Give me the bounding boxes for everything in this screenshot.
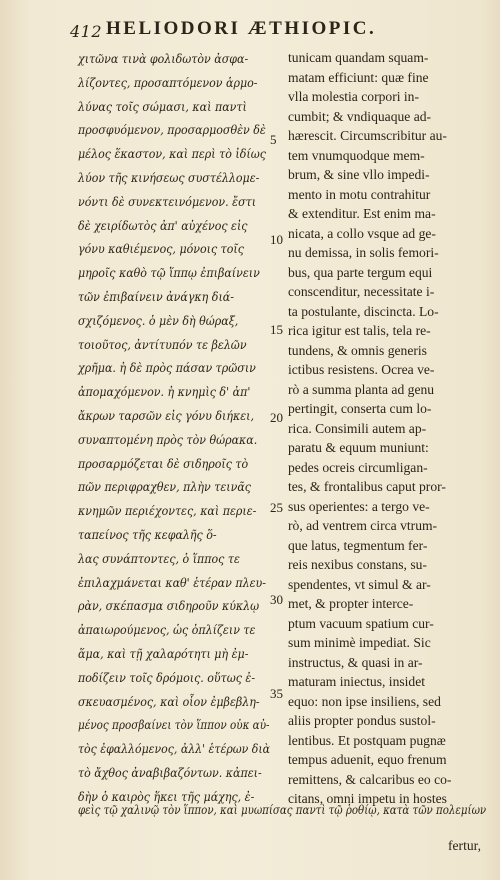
latin-text-line: rò, ad ventrem circa vtrum- (288, 518, 438, 533)
greek-text-line: μένος προσβαίνει τὸν ἵππον οὐκ αὐ- (78, 718, 270, 733)
latin-text-line: pertingit, conserta cum lo- (288, 401, 432, 416)
latin-text-line: hærescit. Circumscribitur au- (288, 128, 447, 143)
greek-text-line: ἅμα, καὶ τῇ χαλαρότητι μὴ ἐμ- (78, 646, 249, 661)
greek-text-line: προσφυόμενον, προσαρμοσθὲν δὲ (78, 123, 266, 138)
latin-text-line: maturam iniectus, insidet (288, 674, 426, 689)
latin-text-line: met, & propter interce- (288, 596, 414, 611)
greek-text-line: λύνας τοῖς σώμασι, καὶ παντὶ (78, 99, 247, 114)
latin-text-line: matam efficiunt: quæ fine (288, 69, 429, 85)
greek-text-line: λίζοντες, προσαπτόμενον ἁρμο- (78, 75, 258, 90)
greek-text-column (78, 48, 290, 810)
latin-text-line: remittens, & calcaribus eo co- (288, 771, 452, 787)
line-number: 30 (270, 592, 283, 607)
latin-text-line: rica igitur est talis, tela re- (288, 323, 431, 338)
latin-text-column (288, 48, 488, 809)
latin-text-line: paratu & equum muniunt: (288, 440, 429, 455)
line-number: 20 (270, 410, 283, 425)
greek-text-line: ἐπιλαχμάνεται καθ' ἑτέραν πλευ- (78, 575, 266, 590)
greek-text-line: μέλος ἕκαστον, καὶ περὶ τὸ ἰδίως (78, 147, 266, 162)
latin-text-line: pedes ocreis circumligan- (288, 459, 428, 475)
greek-text-line: τὸς ἐφαλλόμενος, ἀλλ' ἑτέρων διὰ (78, 742, 271, 757)
line-number: 25 (270, 500, 283, 515)
greek-text-line: συναπτομένη πρὸς τὸν θώρακα. (78, 432, 258, 447)
line-number: 5 (270, 132, 277, 147)
latin-text-line: bus, qua parte tergum equi (288, 264, 433, 280)
greek-text-line: λας συνάπτοντες, ὁ ἵππος τε (78, 551, 240, 566)
line-number: 35 (270, 686, 283, 701)
page-header (60, 18, 492, 42)
latin-text-line: instructus, & quasi in ar- (288, 654, 423, 670)
latin-text-line: rica. Consimili autem ap- (288, 420, 427, 436)
latin-text-line: nicata, a collo vsque ad ge- (288, 225, 436, 241)
latin-text-line: vlla molestia corpori in- (288, 89, 419, 104)
latin-text-line: ictibus resistens. Ocrea ve- (288, 362, 435, 377)
latin-text-line: spendentes, vt simul & ar- (288, 576, 431, 592)
latin-text-line: sum minimè impediat. Sic (288, 635, 431, 650)
greek-text-line: τὸ ἄχθος ἀναβιβαζόντων. κἀπει- (78, 765, 262, 780)
latin-text-line: ptum vacuum spatium cur- (288, 615, 434, 631)
greek-text-line: γόνυ καθιέμενος, μόνοις τοῖς (78, 242, 244, 257)
greek-text-line: νόντι δὲ συνεκτεινόμενον. ἔστι (78, 194, 257, 209)
latin-text-line: equo: non ipse insiliens, sed (288, 693, 441, 709)
greek-text-line: πῶν περιφραχθεν, πλὴν τεινᾶς (78, 480, 251, 495)
line-number: 15 (270, 322, 283, 337)
latin-text-line: citans, omni impetu in hostes (288, 791, 447, 806)
latin-text-line: ta postulante, discincta. Lo- (288, 303, 439, 319)
latin-text-line: cumbit; & vndiquaque ad- (288, 108, 432, 124)
greek-text-line: τῶν ἐπιβαίνειν ἀνάγκη διά- (78, 289, 234, 304)
latin-text-line: tem vnumquodque mem- (288, 147, 425, 163)
greek-text-line: λύον τῆς κινήσεως συστέλλομε- (78, 170, 260, 185)
latin-text-line: brum, & sine vllo impedi- (288, 167, 430, 182)
latin-text-line: tempus aduenit, equo frenum (288, 752, 447, 767)
latin-text-line: que latus, tegmentum fer- (288, 537, 428, 553)
latin-text-line: nu demissa, in solis femori- (288, 245, 439, 260)
latin-text-line: reis nexibus constans, su- (288, 557, 427, 572)
latin-text-line: lentibus. Et postquam pugnæ (288, 732, 446, 748)
greek-text-line: ἀπαιωρούμενος, ὡς ὁπλίζειν τε (78, 623, 256, 638)
latin-text-line: tunicam quandam squam- (288, 50, 429, 65)
greek-text-line: δὴν ὁ καιρὸς ἥκει τῆς μάχης, ἐ- (78, 789, 255, 804)
latin-text-line: aliis propter pondus sustol- (288, 713, 436, 728)
latin-text-line: tes, & frontalibus caput pror- (288, 479, 446, 494)
latin-text-line: sus operientes: a tergo ve- (288, 498, 430, 514)
latin-text-line: & extenditur. Est enim ma- (288, 206, 436, 221)
latin-text-line: mento in motu contrahitur (288, 186, 431, 202)
latin-text-line: tundens, & omnis generis (288, 342, 427, 358)
greek-text-line: ἄκρων ταρσῶν εἰς γόνυ διήκει, (78, 408, 254, 423)
greek-text-line: σκευασμένος, καὶ οἷον ἐμβεβλη- (78, 694, 260, 709)
latin-text-line: rò a summa planta ad genu (288, 381, 435, 397)
greek-catchline: φεὶς τῷ χαλινῷ τὸν ἵππον, καὶ μυωπίσας παντὶ τῷ ῥοθίῳ, κατὰ τῶν πολεμίων (78, 803, 487, 817)
latin-catchword: fertur, (448, 838, 482, 853)
greek-text-line: δὲ χειρίδωτὸς ἀπ' αὐχένος εἰς (78, 218, 248, 233)
greek-text-line: κνημῶν περιέχοντες, καὶ περιε- (78, 504, 257, 519)
greek-text-line: μηροῖς καθὸ τῷ ἵππῳ ἐπιβαίνειν (78, 266, 260, 281)
line-number: 10 (270, 232, 283, 247)
running-title: HELIODORI ÆTHIOPIC. (106, 18, 377, 39)
greek-text-line: χρῆμα. ἡ δὲ πρὸς πάσαν τρῶσιν (78, 361, 256, 376)
greek-text-line: ἀπομαχόμενον. ἡ κνημὶς δ' ἀπ' (78, 385, 251, 400)
greek-text-line: προσαρμόζεται δὲ σιδηροῖς τὸ (78, 456, 249, 471)
greek-text-line: χιτῶνα τινὰ φολιδωτὸν ἀσφα- (78, 52, 249, 66)
greek-text-line: ρὰν, σκέπασμα σιδηροῦν κύκλῳ (78, 599, 260, 614)
greek-text-line: ταπείνος τῆς κεφαλῆς ὅ- (78, 527, 217, 542)
page-number: 412 (70, 22, 103, 41)
greek-text-line: ποδίζειν τοῖς δρόμοις. οὕτως ἐ- (78, 670, 256, 685)
greek-text-line: τοιοῦτος, ἀντίτυπόν τε βελῶν (78, 337, 247, 352)
greek-text-line: σχιζόμενος. ὁ μὲν δὴ θώραξ, (78, 313, 239, 328)
latin-text-line: conscenditur, necessitate i- (288, 284, 435, 299)
